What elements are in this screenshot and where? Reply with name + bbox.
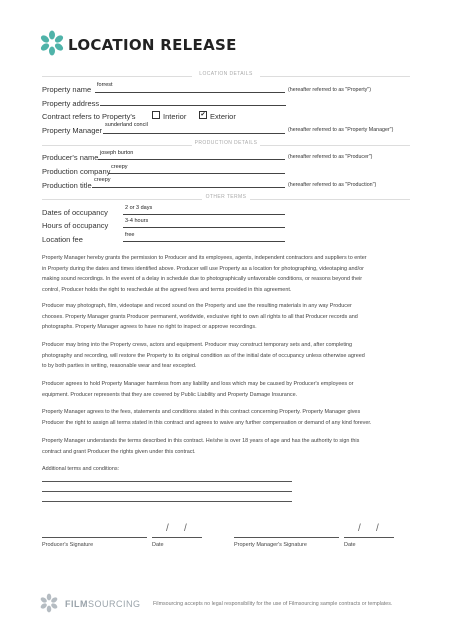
property-manager-value[interactable]: sunderland concil (105, 122, 148, 128)
section-divider-location (42, 71, 410, 81)
additional-terms-line-3[interactable] (42, 501, 292, 502)
production-company-line (109, 173, 285, 174)
flower-logo-small-icon (40, 593, 58, 613)
producer-name-note: (hereafter referred to as "Producer") (288, 154, 373, 160)
property-name-label: Property name (42, 85, 92, 94)
section-divider-other (42, 194, 410, 204)
location-fee-line (123, 241, 285, 242)
property-name-line (95, 92, 285, 93)
production-title-line (92, 187, 285, 188)
manager-date-label: Date (344, 542, 356, 548)
location-fee-label: Location fee (42, 235, 83, 244)
footer-brand: FILMSOURCING (65, 599, 141, 609)
flower-logo-icon (40, 30, 64, 56)
dates-occupancy-value[interactable]: 2 or 3 days (125, 205, 153, 211)
section-title-production: PRODUCTION DETAILS (194, 140, 258, 146)
production-title-value[interactable]: creepy (94, 177, 111, 183)
manager-date-line[interactable] (344, 537, 394, 538)
page-title: LOCATION RELEASE (68, 36, 237, 54)
date-slash-1: / (166, 523, 169, 534)
date-slash-3: / (358, 523, 361, 534)
section-divider-production (42, 140, 410, 150)
footer-disclaimer: Filmsourcing accepts no legal responsibility for the use of Filmsourcing sample contracts or templates. (153, 601, 393, 607)
check-mark-icon: ✔ (200, 112, 206, 118)
hours-occupancy-value[interactable]: 3-4 hours (125, 218, 149, 224)
paragraph-authority: Property Manager understands the terms described in this contract. He/she is over 18 years of age and has the authority to sign this contract and grant Producer the rights given under this contract. (42, 438, 360, 455)
producer-date-label: Date (152, 542, 164, 548)
property-address-line (100, 105, 286, 106)
producer-name-value[interactable]: joseph burton (100, 150, 134, 156)
property-name-note: (hereafter referred to as "Property") (288, 87, 371, 93)
additional-terms-line-2[interactable] (42, 491, 292, 492)
exterior-checkbox[interactable] (199, 111, 207, 119)
production-company-label: Production company (42, 167, 111, 176)
property-address-label: Property address (42, 99, 100, 108)
production-title-label: Production title (42, 181, 92, 190)
property-manager-line (103, 133, 285, 134)
additional-terms-line-1[interactable] (42, 481, 292, 482)
paragraph-permission: Property Manager hereby grants the permission to Producer and its employees, agents, independent contractors and suppliers to enter in Property during the dates and times identified above. Producer will use Property as a location for photographing, videotaping and/or making sound recordings. In the event of a delay in schedule due to photographically unfavorable conditions, or reasons beyond their control, Producer holds the right to reschedule at the agreed fees and terms provided in this agreement. (42, 255, 367, 293)
section-title-other: OTHER TERMS (205, 194, 247, 200)
dates-occupancy-line (123, 214, 285, 215)
manager-signature-line[interactable] (234, 537, 339, 538)
interior-checkbox[interactable] (152, 111, 160, 119)
manager-signature-label: Property Manager's Signature (234, 542, 307, 548)
dates-occupancy-label: Dates of occupancy (42, 208, 108, 217)
paragraph-recording-rights: Producer may photograph, film, videotape and record sound on the Property and use the resulting materials in any way Producer chooses. Property Manager grants Producer permanent, worldwide, exclusive right to own all rights to all that Producer records and photographs. Property Manager agrees to have no right to inspect or approve recordings. (42, 303, 358, 331)
date-slash-2: / (184, 523, 187, 534)
production-company-value[interactable]: creepy (111, 164, 128, 170)
property-name-value[interactable]: forrest (97, 82, 113, 88)
additional-terms-label: Additional terms and conditions: (42, 466, 120, 472)
producer-name-line (98, 159, 285, 160)
production-title-note: (hereafter referred to as "Production") (288, 182, 377, 188)
property-manager-note: (hereafter referred to as "Property Manager") (288, 127, 394, 133)
contract-refers-label: Contract refers to Property's (42, 112, 136, 121)
section-title-location: LOCATION DETAILS (199, 71, 253, 77)
property-manager-label: Property Manager (42, 126, 103, 135)
producer-signature-line[interactable] (42, 537, 147, 538)
producer-signature-label: Producer's Signature (42, 542, 94, 548)
paragraph-fees: Property Manager agrees to the fees, statements and conditions stated in this contract concerning Property. Property Manager gives Producer the right to assign all terms stated in this contract and agrees to waive any further compensation or demand of any kind forever. (42, 409, 372, 426)
date-slash-4: / (376, 523, 379, 534)
exterior-label: Exterior (210, 112, 236, 121)
producer-date-line[interactable] (152, 537, 202, 538)
interior-label: Interior (163, 112, 187, 121)
paragraph-crews: Producer may bring into the Property crews, actors and equipment. Producer may construct temporary sets and, after completing photography and recording, will restore the Property to its original condition as of the initial date of occupancy unless otherwise agreed to by both parties in writing, reasonable wear and tear excepted. (42, 342, 365, 370)
location-fee-value[interactable]: free (125, 232, 135, 238)
hours-occupancy-label: Hours of occupancy (42, 221, 109, 230)
hours-occupancy-line (123, 227, 285, 228)
producer-name-label: Producer's name (42, 153, 99, 162)
paragraph-liability: Producer agrees to hold Property Manager harmless from any liability and loss which may be caused by Producer's employees or equipment. Producer represents that they are covered by Public Liability and Property Damage Insurance. (42, 381, 354, 398)
